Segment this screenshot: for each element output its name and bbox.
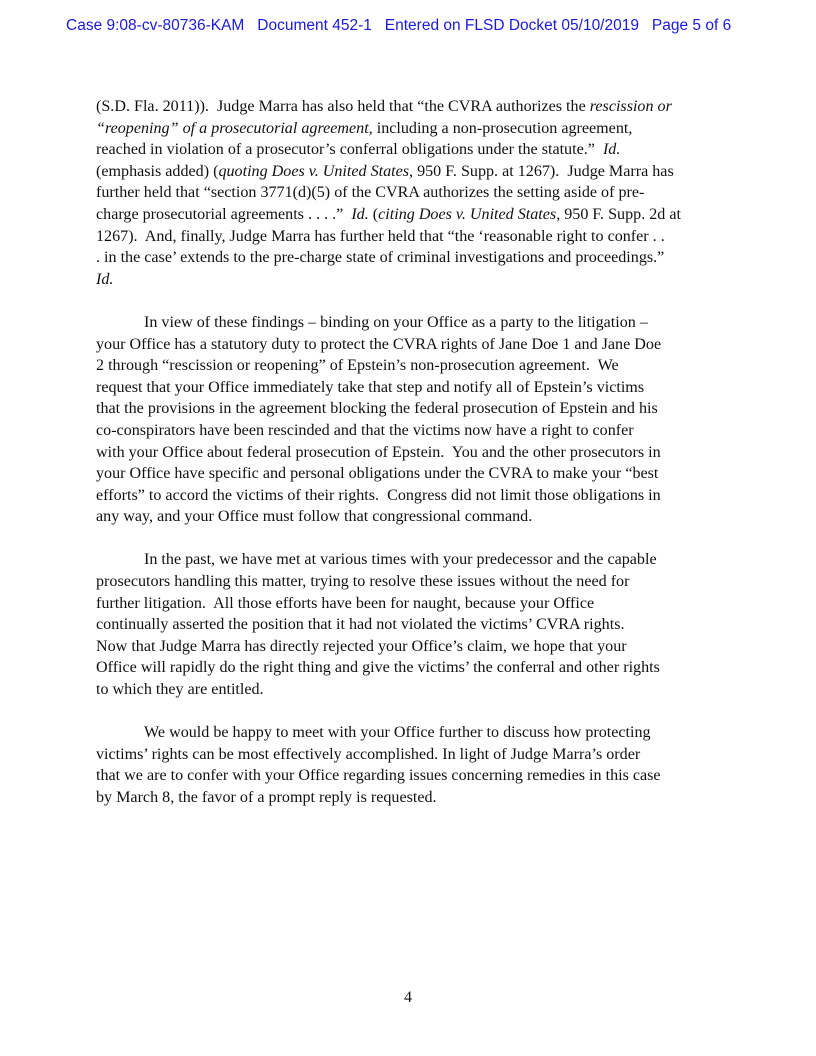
text-run: any way, and your Office must follow that congressional command.: [96, 508, 533, 526]
text-run: (: [368, 205, 379, 223]
text-line: [96, 549, 724, 571]
text-run: Now that Judge Marra has directly rejected your Office’s claim, we hope that your: [96, 637, 627, 655]
text-run: your Office have specific and personal obligations under the CVRA to make your “best: [96, 465, 659, 483]
text-run: In view of these findings – binding on your Office as a party to the litigation –: [144, 313, 648, 331]
text-line: [96, 765, 724, 787]
text-run: We would be happy to meet with your Office further to discuss how protecting: [144, 724, 651, 742]
text-line: [96, 506, 724, 528]
text-run: by March 8, the favor of a prompt reply is requested.: [96, 789, 437, 806]
text-run: . in the case’ extends to the pre-charge state of criminal investigations and proceedings.”: [96, 249, 665, 267]
case-number: Case 9:08-cv-80736-KAM: [66, 17, 245, 34]
text-run: reached in violation of a prosecutor’s conferral obligations under the statute.”: [96, 141, 603, 159]
text-run: further held that “section 3771(d)(5) of the CVRA authorizes the setting aside of pre-: [96, 184, 645, 202]
italic-citation: “reopening” of a prosecutorial agreement,: [96, 119, 373, 137]
page-of-pages: Page 5 of 6: [651, 17, 732, 34]
italic-citation: citing Does v. United States: [378, 205, 557, 223]
text-line: [96, 334, 724, 356]
text-line: [96, 204, 724, 226]
text-run: Office will rapidly do the right thing and give the victims’ the conferral and other rights: [96, 659, 660, 677]
paragraph-p4: [96, 722, 724, 808]
text-run: prosecutors handling this matter, trying to resolve these issues without the need for: [96, 573, 630, 591]
text-line: [96, 247, 724, 269]
text-run: victims’ rights can be most effectively accomplished. In light of Judge Marra’s order: [96, 745, 641, 763]
text-line: [96, 226, 724, 248]
text-line: [96, 744, 724, 766]
text-line: [96, 463, 724, 485]
text-line: [96, 636, 724, 658]
text-run: (S.D. Fla. 2011)). Judge Marra has also held that “the CVRA authorizes the: [96, 98, 590, 115]
text-run: to which they are entitled.: [96, 681, 264, 699]
paragraph-p3: [96, 549, 724, 700]
text-line: [96, 182, 724, 204]
text-line: [96, 485, 724, 507]
text-run: including a non-prosecution agreement,: [372, 119, 633, 137]
text-run: efforts” to accord the victims of their rights. Congress did not limit those obligations in: [96, 486, 661, 504]
text-run: that we are to confer with your Office regarding issues concerning remedies in this case: [96, 767, 661, 785]
text-run: 1267). And, finally, Judge Marra has further held that “the ‘reasonable right to confer . .: [96, 227, 665, 245]
text-run: , 950 F. Supp. 2d at: [556, 205, 681, 223]
court-filing-stamp: [66, 17, 731, 35]
text-line: [96, 398, 724, 420]
text-line: [96, 420, 724, 442]
text-run: 2 through “rescission or reopening” of Epstein’s non-prosecution agreement. We: [96, 357, 619, 375]
letter-body: [96, 96, 724, 830]
text-line: [96, 593, 724, 615]
italic-citation: Id.: [602, 141, 621, 159]
paragraph-p2: [96, 312, 724, 528]
text-line: [96, 787, 724, 809]
text-line: [96, 96, 724, 118]
text-run: further litigation. All those efforts have been for naught, because your Office: [96, 594, 595, 612]
italic-citation: Id.: [351, 205, 369, 223]
text-line: [96, 614, 724, 636]
text-run: your Office has a statutory duty to protect the CVRA rights of Jane Doe 1 and Jane Doe: [96, 335, 662, 353]
text-run: continually asserted the position that it had not violated the victims’ CVRA rights.: [96, 616, 625, 634]
text-line: [96, 679, 724, 701]
italic-citation: Id.: [96, 270, 114, 288]
text-run: with your Office about federal prosecution of Epstein. You and the other prosecutors in: [96, 443, 661, 461]
document-number: Document 452-1: [257, 17, 372, 34]
text-line: [96, 161, 724, 183]
text-line: [96, 442, 724, 464]
italic-citation: rescission or: [589, 98, 672, 115]
text-run: charge prosecutorial agreements . . . .”: [96, 205, 352, 223]
italic-citation: quoting Does v. United States: [218, 162, 410, 180]
text-run: In the past, we have met at various times with your predecessor and the capable: [144, 551, 657, 569]
text-line: [96, 657, 724, 679]
text-run: , 950 F. Supp. at 1267). Judge Marra has: [409, 162, 674, 180]
paragraph-p1: [96, 96, 724, 290]
text-line: [96, 355, 724, 377]
text-line: [96, 722, 724, 744]
text-line: [96, 312, 724, 334]
text-line: [96, 139, 724, 161]
text-run: co-conspirators have been rescinded and that the victims now have a right to confer: [96, 421, 634, 439]
text-run: (emphasis added) (: [96, 162, 219, 180]
text-run: that the provisions in the agreement blocking the federal prosecution of Epstein and his: [96, 400, 658, 418]
text-line: [96, 571, 724, 593]
text-run: request that your Office immediately take that step and notify all of Epstein’s victims: [96, 378, 645, 396]
docket-entry: Entered on FLSD Docket 05/10/2019: [384, 17, 639, 34]
text-line: [96, 377, 724, 399]
page-number: 4: [404, 989, 412, 1006]
text-line: [96, 269, 724, 291]
text-line: [96, 118, 724, 140]
